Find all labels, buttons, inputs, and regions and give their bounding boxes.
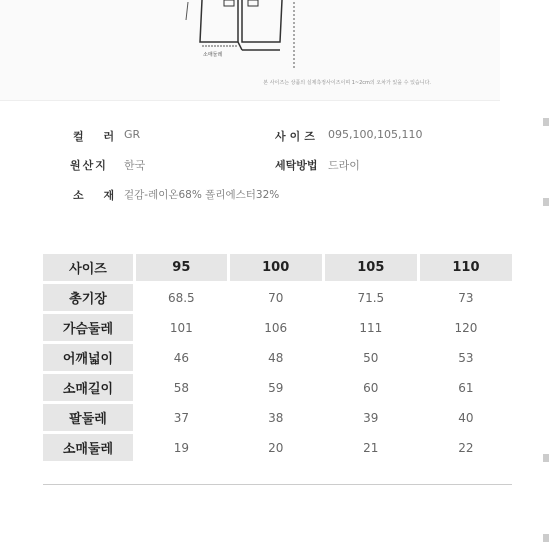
table-cell: 39 bbox=[325, 404, 417, 431]
spec-value-size: 095,100,105,110 bbox=[328, 128, 423, 141]
table-cell: 120 bbox=[420, 314, 512, 341]
row-label: 소매둘레 bbox=[43, 434, 133, 461]
spec-label-material: 소 재 bbox=[73, 189, 123, 202]
row-label: 팔둘레 bbox=[43, 404, 133, 431]
pocket-left bbox=[224, 0, 234, 6]
table-row-sleeve-length bbox=[43, 374, 512, 401]
table-cell: 40 bbox=[420, 404, 512, 431]
table-cell: 58 bbox=[136, 374, 227, 401]
row-label: 가슴둘레 bbox=[43, 314, 133, 341]
row-label: 어깨넓이 bbox=[43, 344, 133, 371]
size-chart-header-row bbox=[43, 254, 512, 281]
header-cell-95: 95 bbox=[136, 254, 227, 281]
table-row-sleeve-width bbox=[43, 434, 512, 461]
scroll-mark bbox=[543, 534, 549, 542]
table-cell: 20 bbox=[230, 434, 322, 461]
table-cell: 70 bbox=[230, 284, 322, 311]
table-cell: 73 bbox=[420, 284, 512, 311]
table-cell: 19 bbox=[136, 434, 227, 461]
table-cell: 71.5 bbox=[325, 284, 417, 311]
table-cell: 22 bbox=[420, 434, 512, 461]
table-row-arm bbox=[43, 404, 512, 431]
spec-label-origin: 원산지 bbox=[70, 159, 108, 172]
spec-label-size: 사이즈 bbox=[275, 130, 319, 143]
sleeve-measure-label: 소매둘레 bbox=[203, 52, 223, 58]
header-cell-105: 105 bbox=[325, 254, 417, 281]
scrollbar-strip[interactable] bbox=[539, 0, 553, 553]
table-cell: 21 bbox=[325, 434, 417, 461]
table-cell: 68.5 bbox=[136, 284, 227, 311]
garment-diagram-panel bbox=[0, 0, 500, 101]
pocket-right bbox=[248, 0, 258, 6]
table-cell: 59 bbox=[230, 374, 322, 401]
spec-value-origin: 한국 bbox=[124, 159, 146, 172]
measurement-note: 본 사이즈는 상품의 실제측정사이즈이며 1~2cm의 오차가 있을 수 있습니다. bbox=[263, 80, 431, 86]
spec-value-wash: 드라이 bbox=[328, 159, 360, 172]
row-label: 총기장 bbox=[43, 284, 133, 311]
jacket-outline-diagram bbox=[170, 0, 380, 72]
table-row-shoulder bbox=[43, 344, 512, 371]
table-cell: 48 bbox=[230, 344, 322, 371]
table-row-chest bbox=[43, 314, 512, 341]
scroll-mark bbox=[543, 454, 549, 462]
table-cell: 106 bbox=[230, 314, 322, 341]
table-cell: 61 bbox=[420, 374, 512, 401]
table-cell: 46 bbox=[136, 344, 227, 371]
header-cell-100: 100 bbox=[230, 254, 322, 281]
shoulder-guide-line bbox=[186, 2, 188, 20]
table-cell: 101 bbox=[136, 314, 227, 341]
table-cell: 111 bbox=[325, 314, 417, 341]
header-cell-110: 110 bbox=[420, 254, 512, 281]
spec-value-color: GR bbox=[124, 128, 141, 141]
scroll-mark bbox=[543, 118, 549, 126]
table-cell: 37 bbox=[136, 404, 227, 431]
size-chart-table bbox=[43, 251, 512, 464]
table-cell: 38 bbox=[230, 404, 322, 431]
table-row-total-length bbox=[43, 284, 512, 311]
header-cell-size: 사이즈 bbox=[43, 254, 133, 281]
row-label: 소매길이 bbox=[43, 374, 133, 401]
table-cell: 60 bbox=[325, 374, 417, 401]
spec-label-wash: 세탁방법 bbox=[275, 159, 318, 172]
jacket-hem-left bbox=[238, 42, 242, 50]
jacket-outline-svg bbox=[170, 0, 380, 72]
table-cell: 50 bbox=[325, 344, 417, 371]
table-cell: 53 bbox=[420, 344, 512, 371]
table-bottom-rule bbox=[43, 484, 512, 485]
spec-value-material: 겉감-레이온68% 폴리에스터32% bbox=[124, 189, 280, 201]
scroll-mark bbox=[543, 198, 549, 206]
spec-label-color: 컬 러 bbox=[73, 130, 123, 143]
